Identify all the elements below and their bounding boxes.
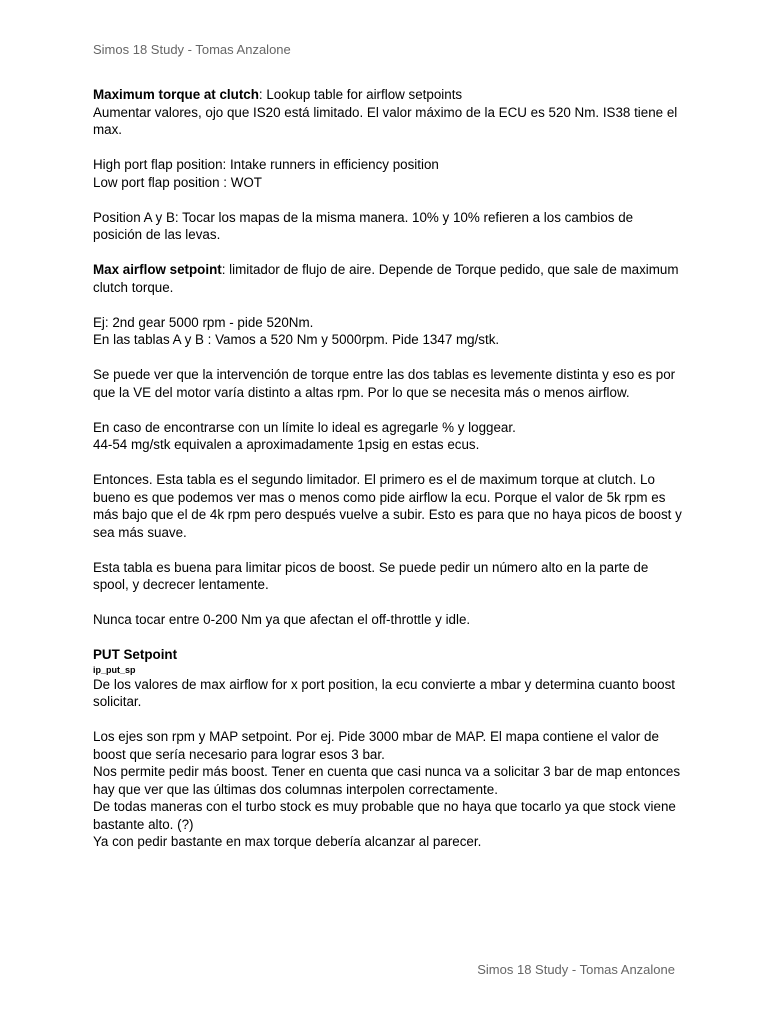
second-limiter-paragraph: Entonces. Esta tabla es el segundo limitador. El primero es el de maximum torque at clutch. Lo bueno es que podemos ver mas o menos como pide airflow la ecu. Porque el valor de 5k rpm es más bajo que el de 4k rpm pero después vuelve a subir. Esto es para que no haya picos de boost y sea más suave. — [93, 472, 682, 540]
put-setpoint-section — [93, 646, 683, 711]
document-body — [93, 86, 683, 868]
page-footer: Simos 18 Study - Tomas Anzalone — [477, 962, 675, 977]
axes-line-3: De todas maneras con el turbo stock es muy probable que no haya que tocarlo ya que stock viene bastante alto. (?) — [93, 799, 676, 832]
put-setpoint-subtitle: ip_put_sp — [93, 664, 136, 675]
axes-line-1: Los ejes son rpm y MAP setpoint. Por ej. Pide 3000 mbar de MAP. El mapa contiene el valor de boost que sería necesario para lograr esos 3 bar. — [93, 729, 659, 762]
never-touch-paragraph: Nunca tocar entre 0-200 Nm ya que afectan el off-throttle y idle. — [93, 612, 471, 627]
example-line-1: Ej: 2nd gear 5000 rpm - pide 520Nm. — [93, 314, 314, 330]
page-header: Simos 18 Study - Tomas Anzalone — [93, 42, 291, 57]
max-airflow-paragraph — [93, 261, 683, 296]
axes-line-4: Ya con pedir bastante en max torque debería alcanzar al parecer. — [93, 834, 482, 849]
limit-line-2: 44-54 mg/stk equivalen a aproximadamente 1psig en estas ecus. — [93, 437, 480, 452]
put-setpoint-body: De los valores de max airflow for x port position, la ecu convierte a mbar y determina cuanto boost solicitar. — [93, 676, 676, 709]
intervention-paragraph: Se puede ver que la intervención de torque entre las dos tablas es levemente distinta y eso es por que la VE del motor varía distinto a altas rpm. Por lo que se necesita más o menos airflow. — [93, 367, 676, 400]
position-ab-paragraph: Position A y B: Tocar los mapas de la misma manera. 10% y 10% refieren a los cambios de posición de las levas. — [93, 209, 634, 242]
axes-line-2: Nos permite pedir más boost. Tener en cuenta que casi nunca va a solicitar 3 bar de map entonces hay que ver que las últimas dos columnas interpolen correctamente. — [93, 764, 681, 797]
max-airflow-title-rest: : limitador de flujo de aire. Depende de Torque pedido, que sale de maximum clutch torque. — [93, 262, 679, 295]
max-airflow-title: Max airflow setpoint — [93, 262, 222, 277]
limit-paragraph — [93, 419, 683, 454]
boost-peaks-paragraph: Esta tabla es buena para limitar picos de boost. Se puede pedir un número alto en la parte de spool, y decrecer lentamente. — [93, 559, 649, 592]
max-torque-body: Aumentar valores, ojo que IS20 está limitado. El valor máximo de la ECU es 520 Nm. IS38 tiene el max. — [93, 104, 678, 137]
put-setpoint-title: PUT Setpoint — [93, 647, 178, 662]
max-torque-title-rest: : Lookup table for airflow setpoints — [258, 87, 463, 102]
max-torque-title: Maximum torque at clutch — [93, 87, 259, 102]
max-torque-paragraph — [93, 86, 683, 139]
high-port-flap-line: High port flap position: Intake runners in efficiency position — [93, 157, 439, 172]
example-line-2: En las tablas A y B : Vamos a 520 Nm y 5000rpm. Pide 1347 mg/stk. — [93, 332, 500, 347]
low-port-flap-line: Low port flap position : WOT — [93, 174, 262, 190]
example-paragraph — [93, 314, 683, 349]
flaps-paragraph — [93, 156, 683, 191]
limit-line-1: En caso de encontrarse con un límite lo ideal es agregarle % y loggear. — [93, 419, 516, 435]
axes-paragraph — [93, 728, 683, 851]
